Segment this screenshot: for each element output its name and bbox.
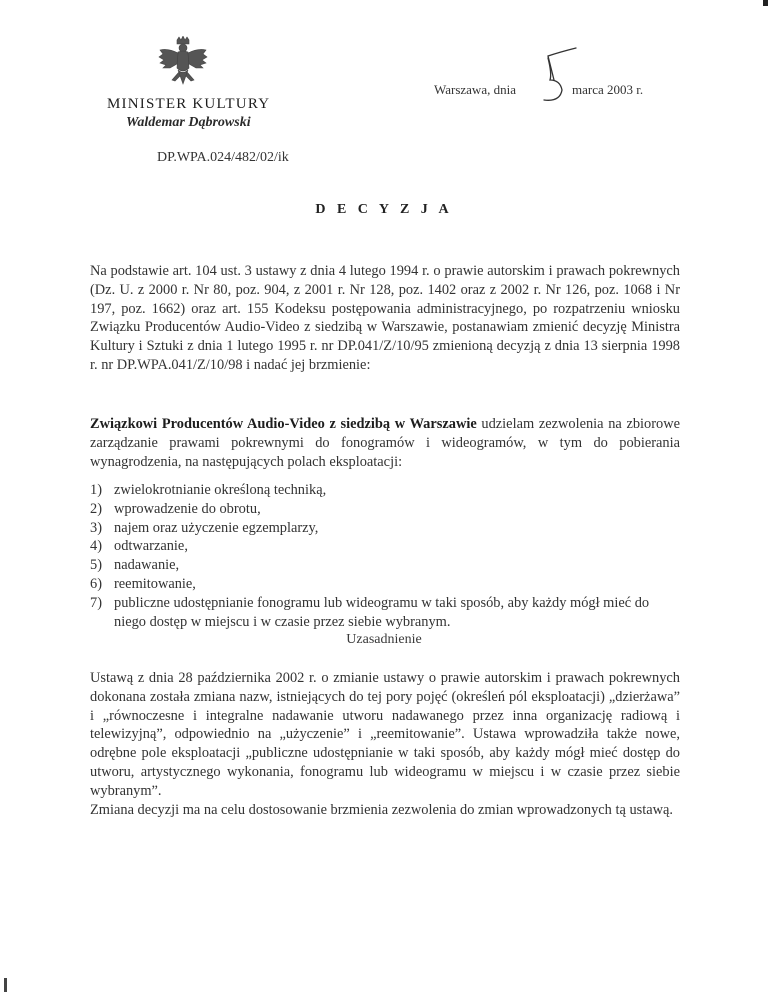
list-item: [90, 537, 680, 556]
paragraph-permission-rest: udzielam zezwolenia na zbiorowe zarządzanie prawami pokrewnymi do fonogramów i wideogramów, w tym do pobierania wynagrodzenia, na następujących polach eksploatacji:: [90, 416, 680, 470]
list-number: 2): [90, 500, 102, 517]
place-date-prefix: Warszawa, dnia: [434, 82, 516, 97]
list-text: reemitowanie,: [114, 575, 196, 592]
list-text: publiczne udostępnianie fonogramu lub wideogramu w taki sposób, aby każdy mógł mieć do niego dostęp w miejscu i w czasie przez siebie wybranym.: [114, 594, 650, 630]
signatory-name: Waldemar Dąbrowski: [126, 115, 251, 130]
paragraph-justification-conclusion: Zmiana decyzji ma na celu dostosowanie brzmienia zezwolenia do zmian wprowadzonych tą ustawą.: [90, 801, 673, 818]
polish-eagle-emblem-icon: [158, 36, 208, 94]
month-year: marca 2003 r.: [572, 82, 644, 97]
list-text: nadawanie,: [114, 557, 180, 574]
paragraph-justification: [90, 669, 680, 819]
list-number: 6): [90, 575, 102, 592]
list-item: [90, 556, 680, 575]
paragraph-justification-body: Ustawą z dnia 28 października 2002 r. o zmianie ustawy o prawie autorskim i prawach pokrewnych dokonana została zmiana nazw, istniejących do tej pory pojęć (określeń pól eksploatacji) „dzierżawa” i „równoczesne i integralne nadawanie utworu nadawanego przez inna organizację radiową i telewizyjną”, odpowiednio na „użyczenie” i „reemitowanie”. Ustawa wprowadziła także nowe, odrębne pole eksploatacji „publiczne udostępnianie w taki sposób, aby każdy mógł mieć dostęp do utworu, artystycznego wykonania, fonogramu lub wideogramu w miejscu i w czasie przez siebie wybranym”.: [90, 670, 680, 799]
list-item: [90, 594, 680, 632]
list-text: zwielokrotnianie określoną techniką,: [114, 482, 327, 498]
list-item: [90, 519, 680, 538]
ministry-heading: MINISTER KULTURY: [107, 96, 271, 112]
list-text: odtwarzanie,: [114, 538, 188, 555]
scan-edge-mark: [4, 978, 7, 992]
list-item: [90, 575, 680, 594]
paragraph-permission-bold: Związkowi Producentów Audio-Video z siedzibą w Warszawie: [90, 416, 477, 432]
list-number: 3): [90, 519, 102, 536]
list-number: 4): [90, 538, 102, 555]
handwritten-day-value: 5: [538, 102, 539, 103]
exploitation-fields-list: [90, 481, 680, 631]
list-number: 7): [90, 594, 102, 611]
document-title: D E C Y Z J A: [315, 202, 453, 217]
scan-edge-mark: [763, 0, 768, 6]
reference-number: DP.WPA.024/482/02/ik: [157, 150, 289, 165]
paragraph-legal-basis: Na podstawie art. 104 ust. 3 ustawy z dnia 4 lutego 1994 r. o prawie autorskim i prawach pokrewnych (Dz. U. z 2000 r. Nr 80, poz. 904, z 2001 r. Nr 128, poz. 1402 oraz z 2002 r. Nr 126, poz. 1068 i Nr 197, poz. 1662) oraz art. 155 Kodeksu postępowania administracyjnego, po rozpatrzeniu wniosku Związku Producentów Audio-Video z siedzibą w Warszawie, postanawiam zmienić decyzję Ministra Kultury i Sztuki z dnia 1 lutego 1995 r. nr DP.041/Z/10/95 zmienioną decyzją z dnia 13 sierpnia 1998 r. nr DP.WPA.041/Z/10/98 i nadać jej brzmienie:: [90, 263, 680, 373]
list-text: wprowadzenie do obrotu,: [114, 500, 261, 517]
paragraph-permission: [90, 415, 680, 471]
list-item: [90, 481, 680, 500]
list-number: 1): [90, 482, 102, 498]
list-text: najem oraz użyczenie egzemplarzy,: [114, 519, 319, 536]
list-item: [90, 500, 680, 519]
justification-heading: Uzasadnienie: [346, 632, 422, 647]
list-number: 5): [90, 557, 102, 574]
